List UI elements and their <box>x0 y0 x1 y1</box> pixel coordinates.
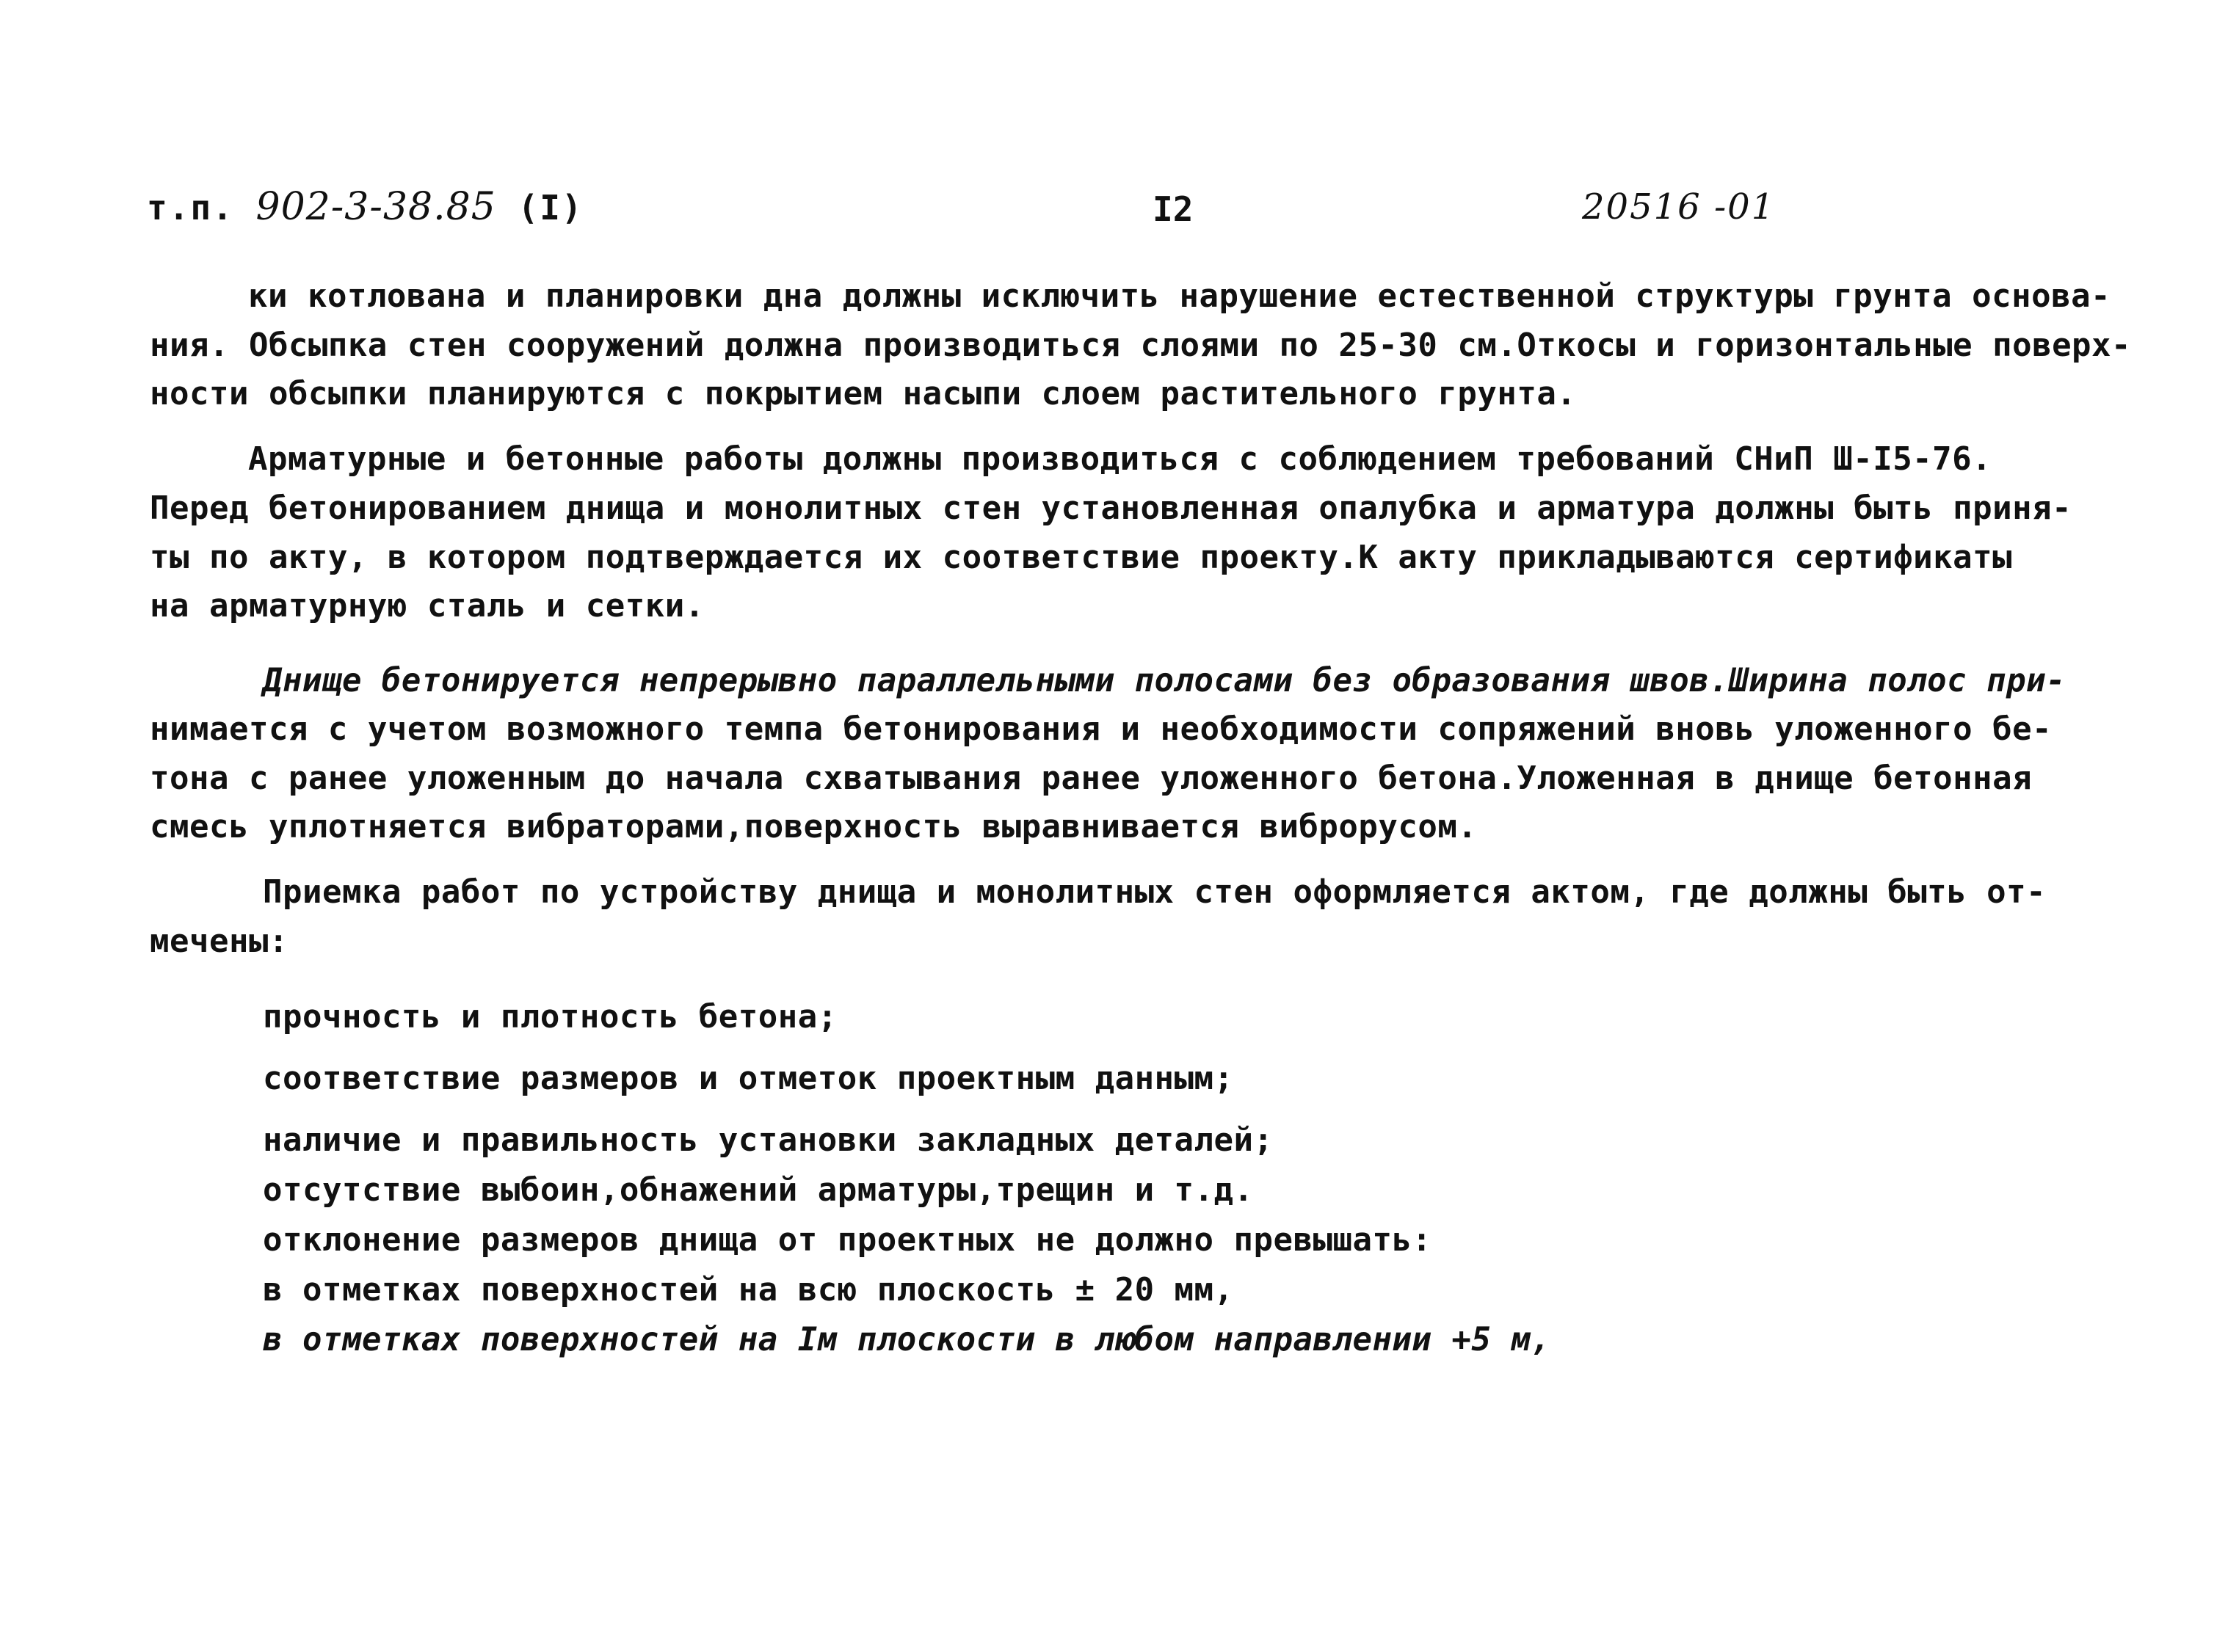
list-item: наличие и правильность установки закладных деталей; <box>263 1121 1274 1159</box>
list-item: в отметках поверхностей на Iм плоскости в любом направлении +5 м, <box>263 1321 1551 1358</box>
header-part: (I) <box>518 188 584 228</box>
list-item: отсутствие выбоин,обнажений арматуры,трещин и т.д. <box>263 1171 1254 1209</box>
list-item: соответствие размеров и отметок проектным данным; <box>263 1060 1234 1097</box>
paragraph-1-line-3: ности обсыпки планируются с покрытием насыпи слоем растительного грунта. <box>150 375 1577 412</box>
paragraph-2-line-1: Арматурные и бетонные работы должны производиться с соблюдением требований СНиП Ш-I5-76. <box>248 440 1992 478</box>
paragraph-2-line-2: Перед бетонированием днища и монолитных стен установленная опалубка и арматура должны быть приня- <box>150 490 2072 527</box>
list-item: в отметках поверхностей на всю плоскость ± 20 мм, <box>263 1271 1234 1309</box>
list-item: прочность и плотность бетона; <box>263 998 838 1036</box>
paragraph-1-line-1: ки котлована и планировки дна должны исключить нарушение естественной структуры грунта основа- <box>248 277 2111 315</box>
paragraph-3-line-1: Днище бетонируется непрерывно параллельными полосами без образования швов.Ширина полос при- <box>263 662 2066 699</box>
document-number: 20516 -01 <box>1582 186 1776 228</box>
paragraph-4-line-1: Приемка работ по устройству днища и монолитных стен оформляется актом, где должны быть от- <box>263 873 2047 911</box>
list-item: отклонение размеров днища от проектных не должно превышать: <box>263 1221 1432 1259</box>
paragraph-2-line-4: на арматурную сталь и сетки. <box>150 587 705 625</box>
header-prefix: т.п. <box>147 188 234 228</box>
paragraph-2-line-3: ты по акту, в котором подтверждается их соответствие проекту.К акту прикладываются сертификаты <box>150 539 2013 576</box>
paragraph-3-line-2: нимается с учетом возможного темпа бетонирования и необходимости сопряжений вновь уложенного бе- <box>150 710 2053 748</box>
paragraph-1-line-2: ния. Обсыпка стен сооружений должна производиться слоями по 25-30 см.Откосы и горизонтальные поверх- <box>150 327 2132 364</box>
header-left <box>147 185 584 229</box>
paragraph-4-line-2: мечены: <box>150 923 289 960</box>
project-code: 902-3-38.85 <box>255 185 496 229</box>
paragraph-3-line-3: тона с ранее уложенным до начала схватывания ранее уложенного бетона.Уложенная в днище бетонная <box>150 760 2033 797</box>
paragraph-3-line-4: смесь уплотняется вибраторами,поверхность выравнивается виброрусом. <box>150 808 1478 845</box>
page-number: I2 <box>1153 189 1194 229</box>
